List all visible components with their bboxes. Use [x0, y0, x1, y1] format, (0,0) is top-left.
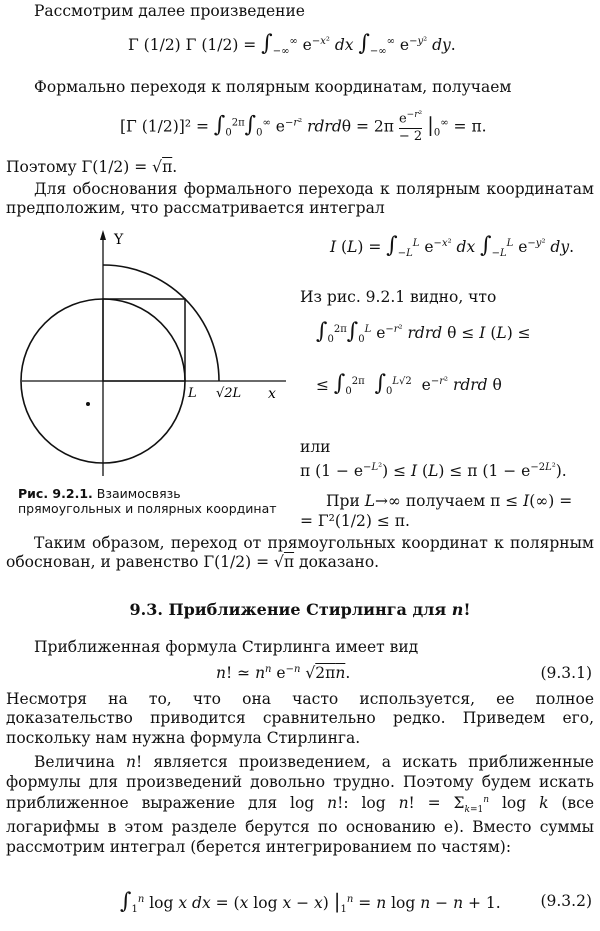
equation-number-2: (9.3.2): [540, 892, 592, 910]
equation-number-1: (9.3.1): [540, 664, 592, 682]
equation-log-integral: $\int_1^n$ log x dx = (x log x − x) $|_1^n = n$ log n − n + 1.: [120, 889, 501, 916]
paragraph-justify: Для обоснования формального перехода к полярным координатам предположим, что рассматривается интеграл: [6, 180, 594, 218]
paragraph-stirling-intro: Приближенная формула Стирлинга имеет вид: [34, 638, 419, 656]
paragraph-stirling-usage: Несмотря на то, что она часто используется, ее полное доказательство приводится сравнительно редко. Приведем его, поскольку нам нужна формула Стирлинга.: [6, 690, 594, 747]
equation-stirling: n! ≃ $n^n$ $e^{-n}$ √2πn.: [216, 664, 351, 683]
equation-gamma-squared: [Γ $(1/2)]^2 = \int_0^{2\pi}\int_0^\infty$ $e^{-r^2}$ rdrdθ = 2π $\frac{e^{-r^2}}{- 2}$ $|_0^\infty = \pi$.: [120, 110, 487, 144]
equation-gamma-product: Γ (1/2) Γ $(1/2) = \int_{-\infty}^\infty$ $e^{-x^2}$ dx $\int_{-\infty}^\infty$ $e^{-y^2}$ dy.: [128, 31, 456, 58]
paragraph-limit: При L→∞ получаем π ≤ I(∞) =: [326, 492, 573, 510]
paragraph-therefore: Поэтому Γ(1/2) = √π.: [6, 158, 178, 176]
paragraph-conclusion: Таким образом, переход от прямоугольных координат к полярным обоснован, и равенство Γ(1/2) = √π доказано.: [6, 534, 594, 572]
label-L: L: [188, 386, 197, 401]
axis-x-label: x: [268, 386, 276, 402]
paragraph-log-factorial: Величина n! является произведением, а искать приближенные формулы для произведений довольно трудно. Поэтому будем искать приближенное выражение для log n!: log n! = $\Sigma_{k=1}^n$ log k (все логарифмы в этом разделе берутся по основанию e). Вместо суммы рассмотрим интеграл (берется интегрированием по частям):: [6, 753, 594, 857]
paragraph-polar: Формально переходя к полярным координатам, получаем: [34, 78, 512, 96]
paragraph-intro: Рассмотрим далее произведение: [34, 2, 305, 20]
axis-y-label: Y: [114, 232, 124, 248]
label-sqrt2L: √2L: [216, 386, 242, 401]
paragraph-or: или: [300, 438, 331, 456]
figure-polar-rect: [16, 228, 290, 486]
equation-I-of-L: I $(L) = \int_{-L}^L$ $e^{-x^2}$ dx $\int_{-L}^L$ $e^{-y^2}$ dy.: [330, 233, 575, 260]
equation-pi-bounds: π $(1 - e^{-L^2}) \le I$ (L) ≤ π $(1 - e^{-2L^2})$.: [300, 462, 567, 481]
equation-bound-upper: ≤ $\int_0^{2\pi}$ $\int_0^{L√2}$ $e^{-r^2}$ rdrd θ: [316, 371, 502, 398]
paragraph-from-figure: Из рис. 9.2.1 видно, что: [300, 288, 497, 306]
paragraph-limit-cont: = Γ²(1/2) ≤ π.: [300, 512, 410, 530]
section-title: 9.3. Приближение Стирлинга для n!: [129, 600, 471, 619]
equation-bound-lower: $\int_0^{2\pi}\int_0^L$ $e^{-r^2}$ rdrd θ ≤ I (L) ≤: [316, 319, 531, 346]
figure-caption: Рис. 9.2.1. Взаимосвязь прямоугольных и полярных координат: [18, 486, 277, 516]
